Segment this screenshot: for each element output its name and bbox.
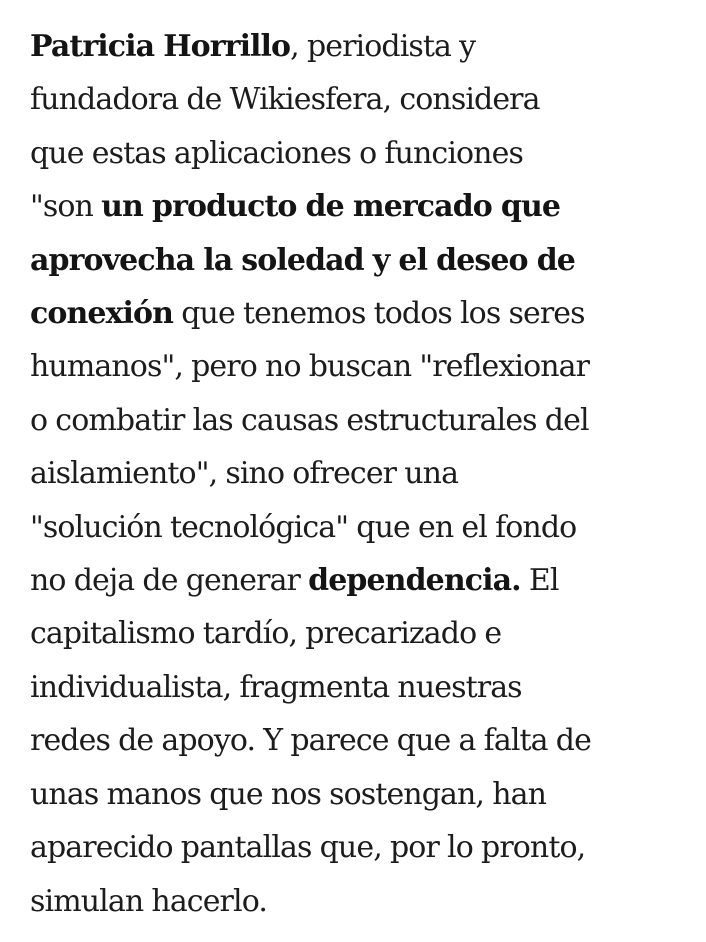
paragraph-line <box>30 501 690 554</box>
text-segment: aparecido pantallas que, por lo pronto, <box>30 830 586 866</box>
paragraph-line <box>30 661 690 714</box>
paragraph-line <box>30 234 690 287</box>
text-segment: no deja de generar <box>30 563 309 599</box>
paragraph-line <box>30 180 690 233</box>
bold-text-segment: aprovecha la soledad y el deseo de <box>30 242 575 278</box>
paragraph-line <box>30 607 690 660</box>
bold-text-segment: dependencia. <box>308 563 521 599</box>
text-segment: capitalismo tardío, precarizado e <box>30 616 502 652</box>
paragraph-line <box>30 447 690 500</box>
bold-text-segment: un producto de mercado que <box>101 189 561 225</box>
text-segment: unas manos que nos sostengan, han <box>30 776 547 812</box>
paragraph-line <box>30 20 690 73</box>
paragraph-line <box>30 394 690 447</box>
paragraph-line <box>30 821 690 874</box>
text-segment: o combatir las causas estructurales del <box>30 402 589 438</box>
text-segment: redes de apoyo. Y parece que a falta de <box>30 723 591 759</box>
bold-text-segment: conexión <box>30 296 174 332</box>
bold-text-segment: Patricia Horrillo <box>30 29 291 64</box>
paragraph-line <box>30 73 690 126</box>
text-segment: aislamiento", sino ofrecer una <box>30 456 459 492</box>
text-segment: fundadora de Wikiesfera, considera <box>30 82 540 118</box>
text-segment: que tenemos todos los seres <box>173 296 585 332</box>
text-segment: "solución tecnológica" que en el fondo <box>30 509 577 545</box>
text-segment: individualista, fragmenta nuestras <box>30 669 522 705</box>
text-segment: humanos", pero no buscan "reflexionar <box>30 349 590 385</box>
text-segment: que estas aplicaciones o funciones <box>30 135 523 171</box>
paragraph-line <box>30 714 690 767</box>
text-segment: , periodista y <box>290 29 476 64</box>
paragraph-line <box>30 287 690 340</box>
text-segment: simulan hacerlo. <box>30 883 267 919</box>
article-paragraph <box>30 20 690 928</box>
paragraph-line <box>30 554 690 607</box>
paragraph-line <box>30 875 690 928</box>
text-segment: El <box>520 563 559 599</box>
paragraph-line <box>30 768 690 821</box>
paragraph-line <box>30 340 690 393</box>
text-segment: "son <box>30 189 102 225</box>
paragraph-line <box>30 127 690 180</box>
